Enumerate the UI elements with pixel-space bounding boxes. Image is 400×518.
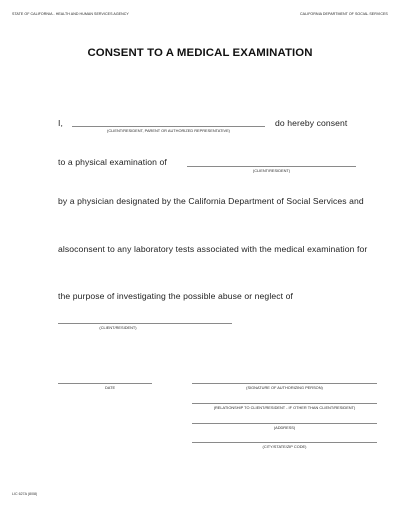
physician-statement: by a physician designated by the California Department of Social Services and xyxy=(58,196,364,206)
signature-field[interactable] xyxy=(192,383,377,384)
relationship-caption: (RELATIONSHIP TO CLIENT/RESIDENT - IF OTHER THAN CLIENT/RESIDENT) xyxy=(213,405,356,410)
city-state-zip-field[interactable] xyxy=(192,442,377,443)
laboratory-statement: alsoconsent to any laboratory tests associated with the medical examination for xyxy=(58,244,368,254)
signature-caption: (SIGNATURE OF AUTHORIZING PERSON) xyxy=(246,385,323,390)
consenting-person-caption: (CLIENT/RESIDENT, PARENT OR AUTHORIZED REPRESENTATIVE) xyxy=(107,128,230,133)
date-caption: DATE xyxy=(104,385,116,390)
consenting-person-field[interactable] xyxy=(72,126,265,127)
address-caption: (ADDRESS) xyxy=(273,425,296,430)
department-header: CALIFORNIA DEPARTMENT OF SOCIAL SERVICES xyxy=(300,12,388,16)
consent-line-prefix: I, xyxy=(58,118,63,128)
examined-client-field[interactable] xyxy=(187,166,356,167)
relationship-field[interactable] xyxy=(192,403,377,404)
exam-line-prefix: to a physical examination of xyxy=(58,157,167,167)
abuse-client-field[interactable] xyxy=(58,323,232,324)
date-field[interactable] xyxy=(58,383,152,384)
consent-line-suffix: do hereby consent xyxy=(275,118,348,128)
form-number: LIC 627A (8/08) xyxy=(12,492,38,496)
document-title: CONSENT TO A MEDICAL EXAMINATION xyxy=(87,47,313,59)
examined-client-caption: (CLIENT/RESIDENT) xyxy=(252,168,291,173)
purpose-statement: the purpose of investigating the possible abuse or neglect of xyxy=(58,291,293,301)
address-field[interactable] xyxy=(192,423,377,424)
abuse-client-caption: (CLIENT/RESIDENT) xyxy=(99,325,137,330)
agency-header: STATE OF CALIFORNIA - HEALTH AND HUMAN SERVICES AGENCY xyxy=(12,12,129,16)
city-state-zip-caption: (CITY/STATE/ZIP CODE) xyxy=(262,444,307,449)
